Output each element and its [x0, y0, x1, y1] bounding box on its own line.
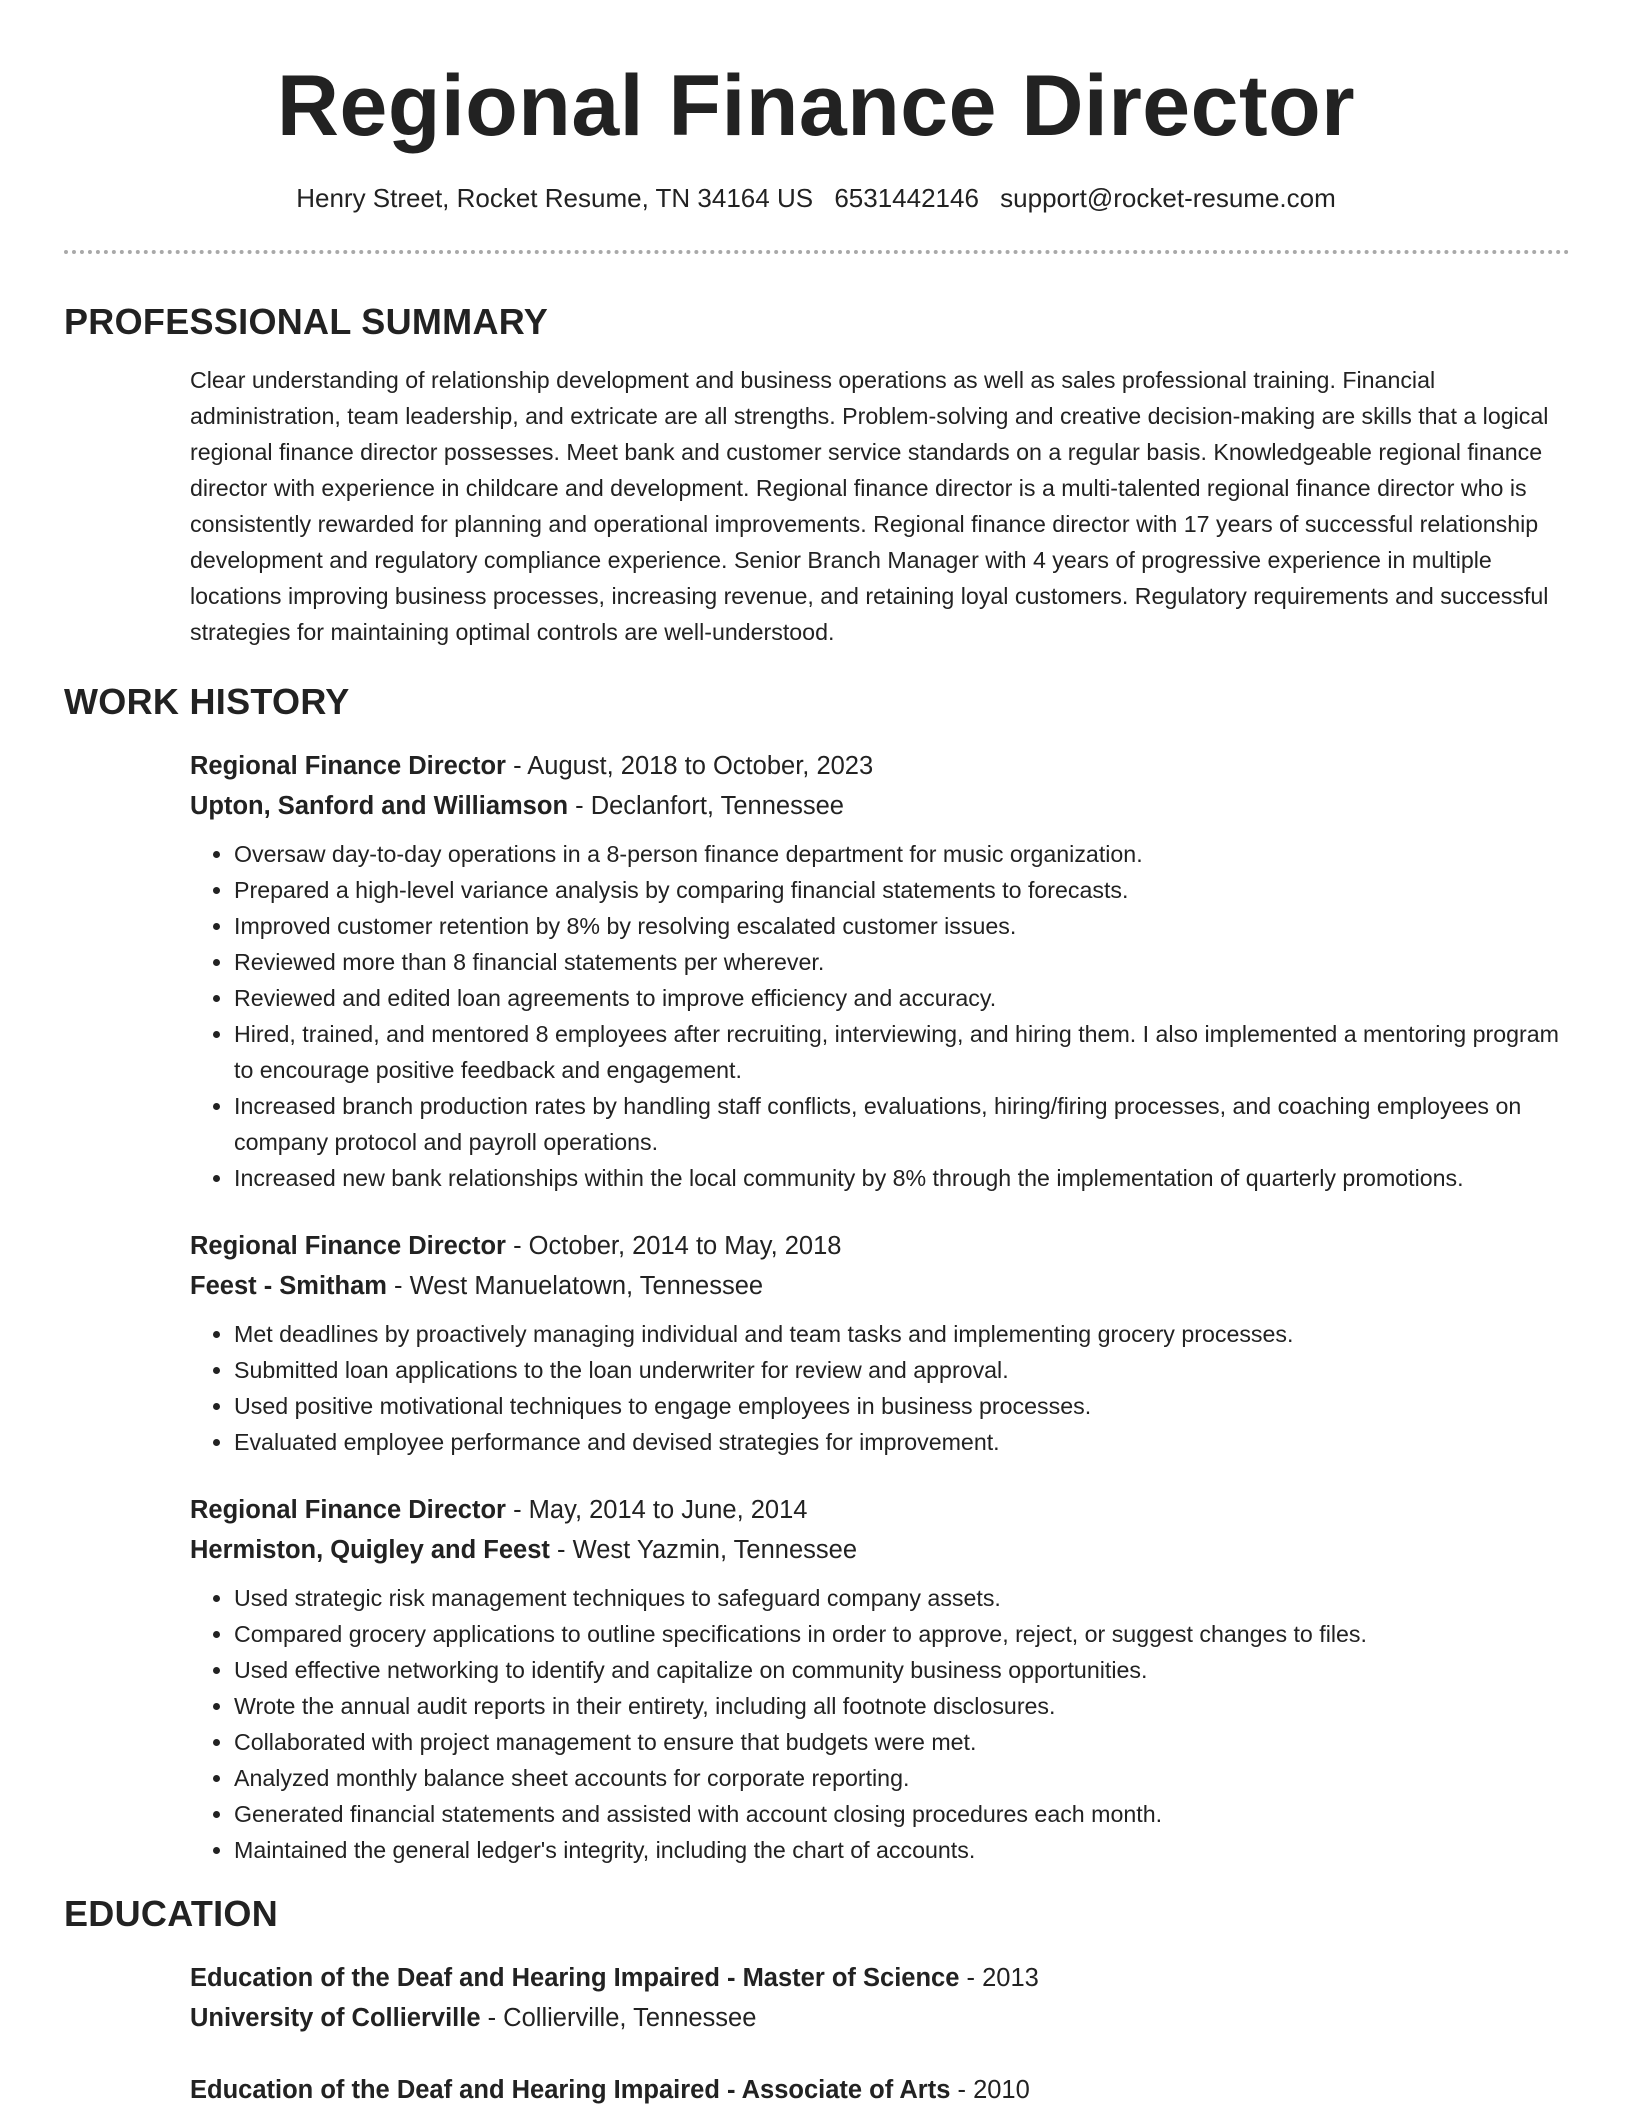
- job-bullets: [190, 836, 1570, 1196]
- job-bullet: • Wrote the annual audit reports in their entirety, including all footnote disclosures.: [234, 1688, 1570, 1724]
- job-location: - West Manuelatown, Tennessee: [386, 1272, 764, 1300]
- education-entry: [190, 1958, 1570, 2038]
- job-company-line: [190, 1530, 1570, 1570]
- job-role: Regional Finance Director: [190, 1232, 506, 1260]
- section-title-summary: [64, 298, 1570, 346]
- job-company-line: [190, 1266, 1570, 1306]
- job-location: - Declanfort, Tennessee: [568, 792, 844, 820]
- work-title-text: WORK HISTORY: [64, 681, 350, 722]
- resume-content: [64, 298, 1570, 2110]
- education-year: - 2013: [959, 1964, 1039, 1992]
- job-bullet: • Reviewed more than 8 financial statements per wherever.: [234, 944, 1570, 980]
- job-bullet: • Prepared a high-level variance analysis by comparing financial statements to forecasts.: [234, 872, 1570, 908]
- job-company: Upton, Sanford and Williamson: [190, 792, 569, 820]
- resume-name: Regional Finance Director: [276, 58, 1356, 154]
- job-entry: [190, 1490, 1570, 1868]
- job-dates: - August, 2018 to October, 2023: [506, 752, 874, 780]
- job-entry: [190, 1226, 1570, 1460]
- job-location: - West Yazmin, Tennessee: [549, 1536, 858, 1564]
- job-bullet: • Reviewed and edited loan agreements to improve efficiency and accuracy.: [234, 980, 1570, 1016]
- job-title-line: [190, 1490, 1570, 1530]
- job-bullet: • Hired, trained, and mentored 8 employees after recruiting, interviewing, and hiring them. I also implemented a mentoring program to encourage positive feedback and engagement.: [234, 1016, 1570, 1088]
- job-dates: - May, 2014 to June, 2014: [506, 1496, 808, 1524]
- job-company-line: [190, 786, 1570, 826]
- job-bullet: • Increased new bank relationships within the local community by 8% through the implementation of quarterly promotions.: [234, 1160, 1570, 1196]
- job-role: Regional Finance Director: [190, 1496, 506, 1524]
- job-bullet: • Maintained the general ledger's integrity, including the chart of accounts.: [234, 1832, 1570, 1868]
- job-bullets: [190, 1316, 1570, 1460]
- job-title-line: [190, 746, 1570, 786]
- job-company: Hermiston, Quigley and Feest: [190, 1536, 550, 1564]
- education-degree-line: [190, 2070, 1570, 2110]
- summary-section: [64, 298, 1570, 650]
- contact-line: [0, 180, 1632, 216]
- job-title-line: [190, 1226, 1570, 1266]
- job-bullet: • Collaborated with project management to ensure that budgets were met.: [234, 1724, 1570, 1760]
- job-bullet: • Oversaw day-to-day operations in a 8-person finance department for music organization.: [234, 836, 1570, 872]
- education-degree: Education of the Deaf and Hearing Impaired - Associate of Arts: [190, 2076, 951, 2104]
- job-bullet: • Met deadlines by proactively managing individual and team tasks and implementing grocery processes.: [234, 1316, 1570, 1352]
- education-degree-line: [190, 1958, 1570, 1998]
- education-title-text: EDUCATION: [64, 1893, 279, 1934]
- education-school-line: [190, 1998, 1570, 2038]
- job-bullet: • Submitted loan applications to the loan underwriter for review and approval.: [234, 1352, 1570, 1388]
- education-school: University of Collierville: [190, 2004, 481, 2032]
- contact-address: Henry Street, Rocket Resume, TN 34164 US: [296, 183, 814, 213]
- summary-title-text: PROFESSIONAL SUMMARY: [64, 301, 549, 342]
- job-dates: - October, 2014 to May, 2018: [506, 1232, 842, 1260]
- job-entry: [190, 746, 1570, 1196]
- header-divider: [64, 250, 1570, 254]
- job-bullet: • Generated financial statements and assisted with account closing procedures each month.: [234, 1796, 1570, 1832]
- job-bullet: • Evaluated employee performance and devised strategies for improvement.: [234, 1424, 1570, 1460]
- education-entry: [190, 2070, 1570, 2110]
- work-history-section: [64, 678, 1570, 1868]
- education-section: [64, 1890, 1570, 2110]
- summary-text: Clear understanding of relationship development and business operations as well as sales professional training. Financial administration, team leadership, and extricate are all strengths. Problem-solving and creative decision-making are skills that a logical regional finance director possesses. Meet bank and customer service standards on a regular basis. Knowledgeable regional finance director with experience in childcare and development. Regional finance director is a multi-talented regional finance director who is consistently rewarded for planning and operational improvements. Regional finance director with 17 years of successful relationship development and regulatory compliance experience. Senior Branch Manager with 4 years of progressive experience in multiple locations improving business processes, increasing revenue, and retaining loyal customers. Regulatory requirements and successful strategies for maintaining optimal controls are well-understood.: [190, 367, 1549, 645]
- contact-email: support@rocket-resume.com: [1000, 183, 1336, 213]
- job-bullet: • Used positive motivational techniques to engage employees in business processes.: [234, 1388, 1570, 1424]
- job-bullet: • Improved customer retention by 8% by resolving escalated customer issues.: [234, 908, 1570, 944]
- education-degree: Education of the Deaf and Hearing Impaired - Master of Science: [190, 1964, 960, 1992]
- job-bullet: • Used effective networking to identify and capitalize on community business opportunities.: [234, 1652, 1570, 1688]
- job-company: Feest - Smitham: [190, 1272, 387, 1300]
- job-list: [190, 746, 1570, 1868]
- job-bullets: [190, 1580, 1570, 1868]
- job-bullet: • Used strategic risk management techniques to safeguard company assets.: [234, 1580, 1570, 1616]
- contact-phone: 6531442146: [834, 183, 979, 213]
- job-role: Regional Finance Director: [190, 752, 506, 780]
- section-title-work: [64, 678, 1570, 726]
- education-year: - 2010: [950, 2076, 1030, 2104]
- job-bullet: • Analyzed monthly balance sheet accounts for corporate reporting.: [234, 1760, 1570, 1796]
- job-bullet: • Increased branch production rates by handling staff conflicts, evaluations, hiring/firing processes, and coaching employees on company protocol and payroll operations.: [234, 1088, 1570, 1160]
- education-location: - Collierville, Tennessee: [480, 2004, 757, 2032]
- section-title-education: [64, 1890, 1570, 1938]
- job-bullet: • Compared grocery applications to outline specifications in order to approve, reject, or suggest changes to files.: [234, 1616, 1570, 1652]
